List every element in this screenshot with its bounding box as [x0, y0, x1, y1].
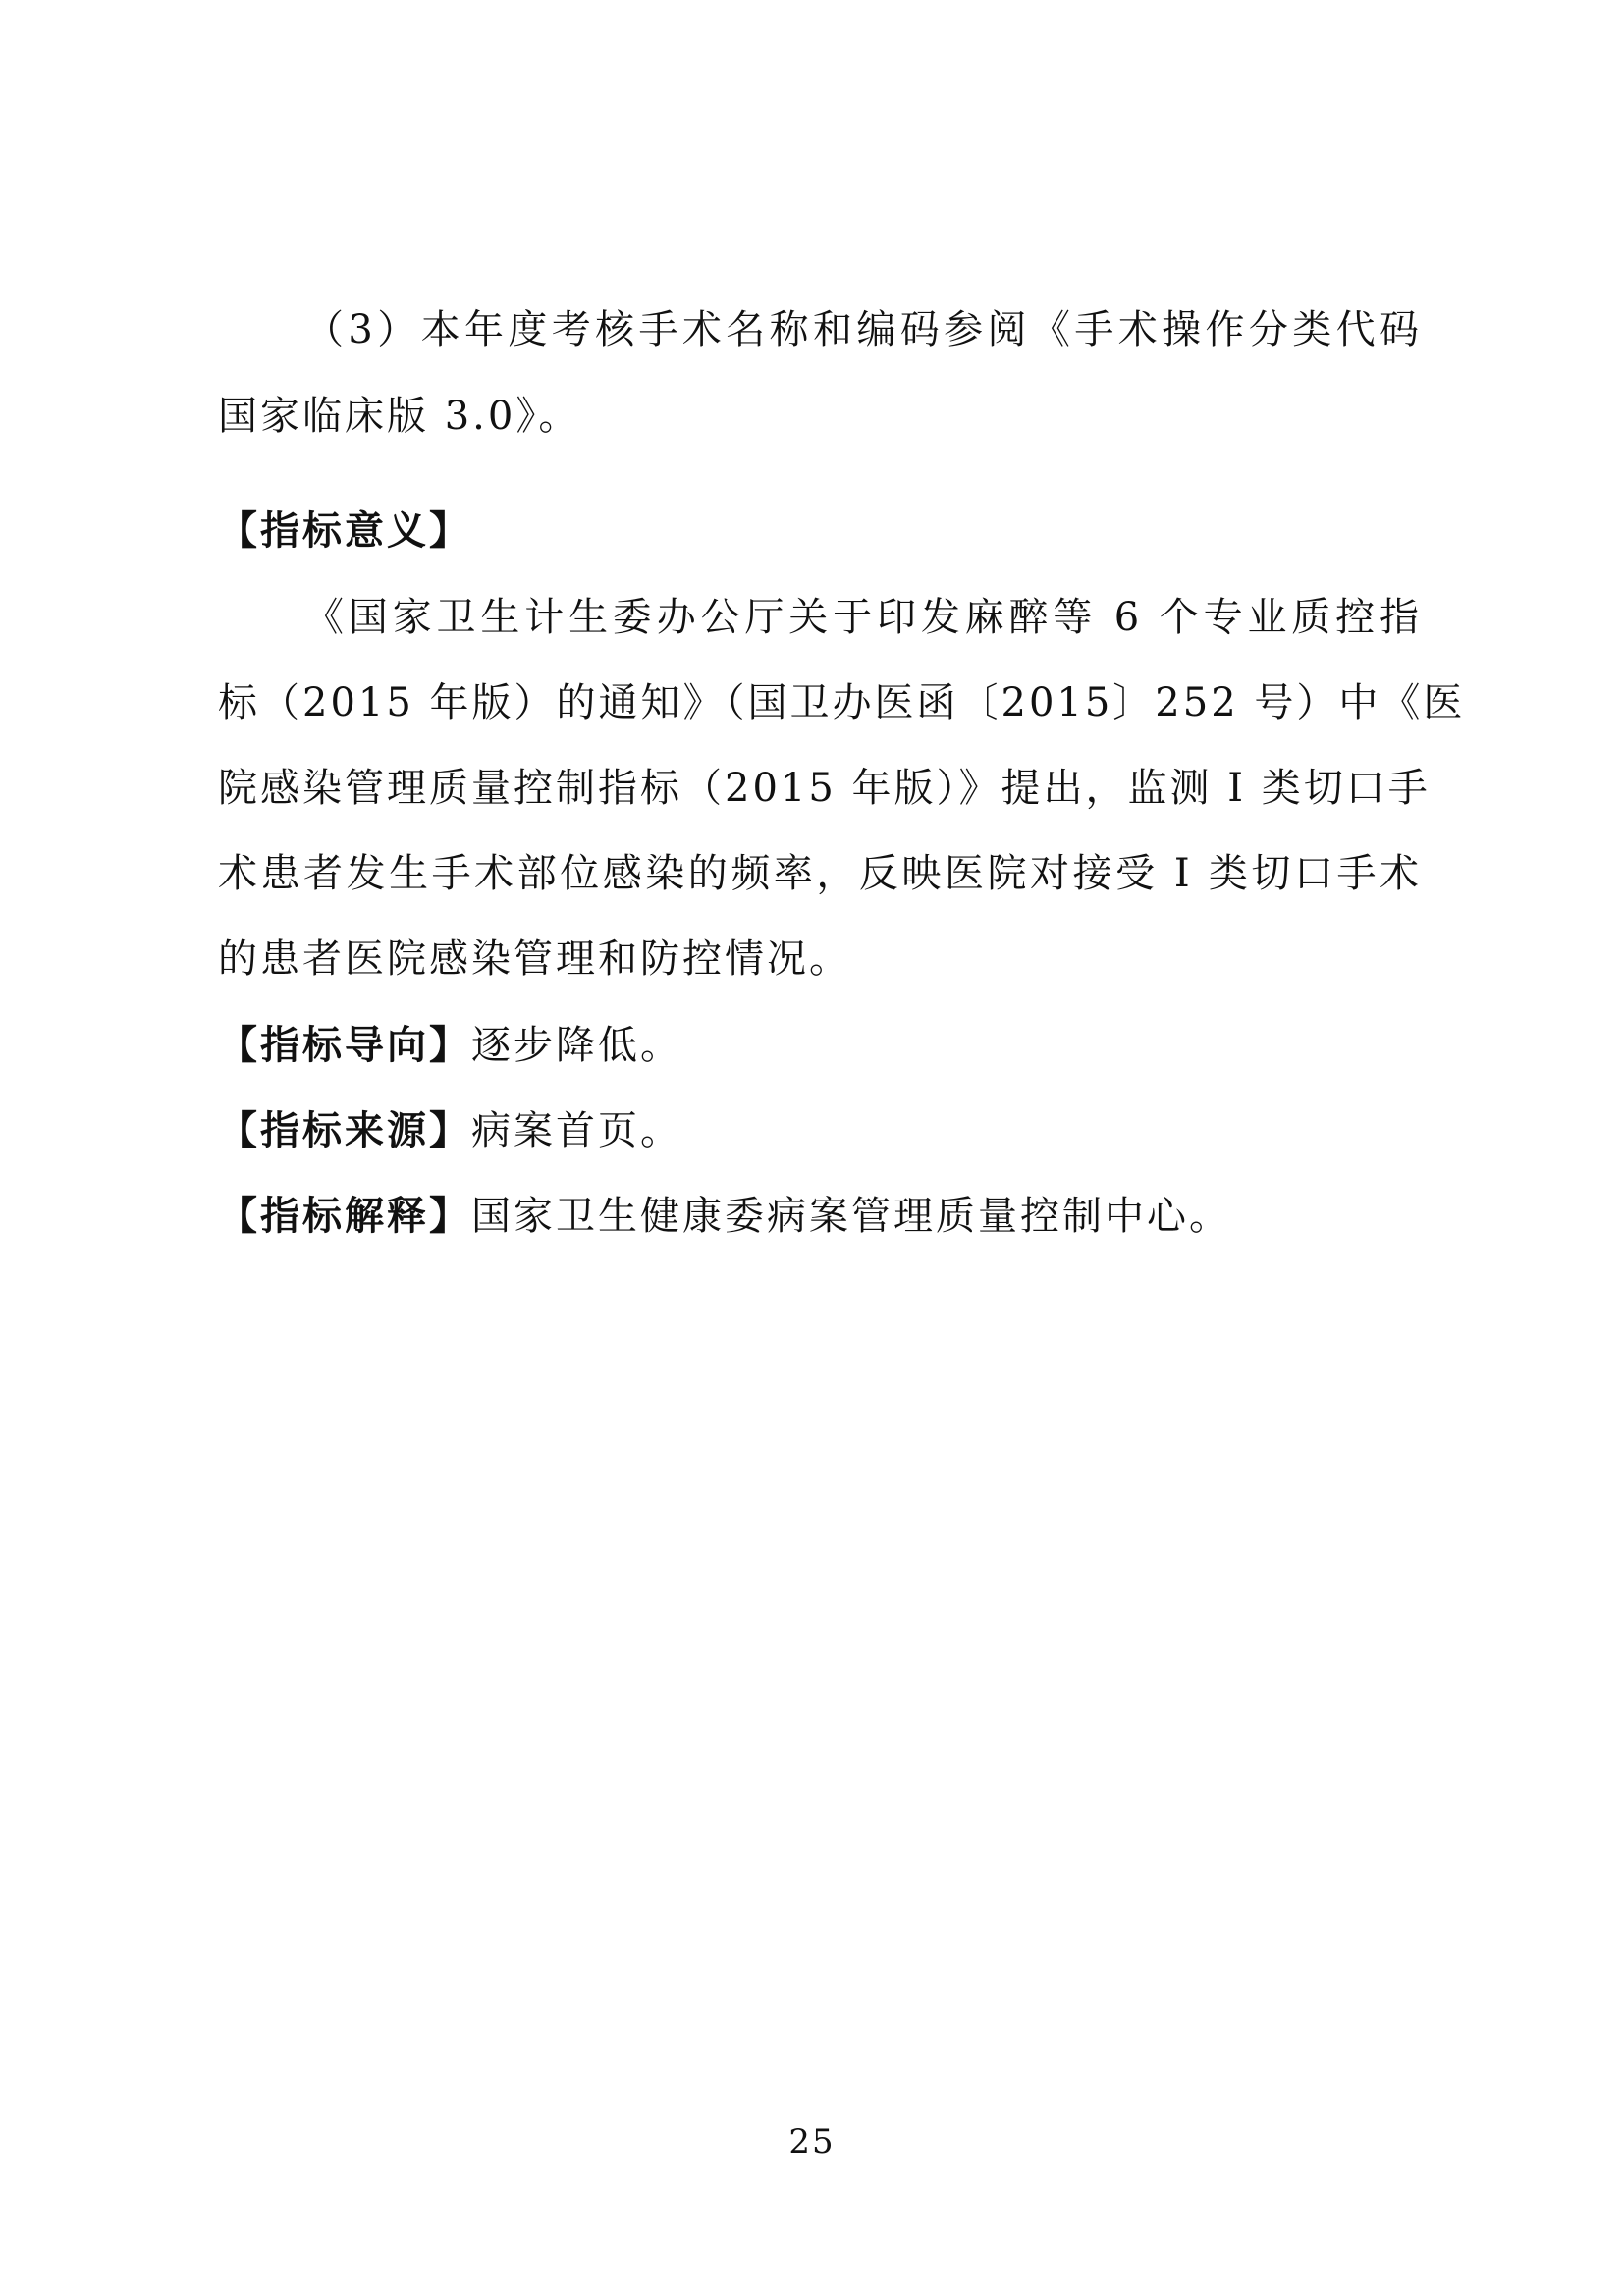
significance-line4: 术患者发生手术部位感染的频率，反映医院对接受 I 类切口手术 — [218, 851, 1422, 896]
direction-label: 【指标导向】 — [218, 1022, 471, 1068]
significance-line5: 的患者医院感染管理和防控情况。 — [218, 936, 851, 982]
direction-text: 逐步降低。 — [471, 1023, 682, 1068]
interpretation-text: 国家卫生健康委病案管理质量控制中心。 — [471, 1194, 1231, 1239]
interpretation-row — [218, 1189, 1422, 1244]
page-number: 25 — [788, 2122, 836, 2162]
source-text: 病案首页。 — [471, 1108, 682, 1153]
significance-heading: 【指标意义】 — [218, 507, 471, 554]
interpretation-label: 【指标解释】 — [218, 1193, 471, 1239]
significance-line2: 标（2015 年版）的通知》（国卫办医函〔2015〕252 号）中《医 — [218, 680, 1466, 725]
direction-row — [218, 1018, 1422, 1073]
source-row — [218, 1103, 1422, 1158]
source-label: 【指标来源】 — [218, 1107, 471, 1153]
section3-line1: （3）本年度考核手术名称和编码参阅《手术操作分类代码 — [304, 307, 1422, 352]
section3-line2: 国家临床版 3.0》。 — [218, 394, 581, 439]
significance-line1: 《国家卫生计生委办公厅关于印发麻醉等 6 个专业质控指 — [304, 595, 1422, 640]
significance-line3: 院感染管理质量控制指标（2015 年版）》提出，监测 I 类切口手 — [218, 766, 1431, 811]
